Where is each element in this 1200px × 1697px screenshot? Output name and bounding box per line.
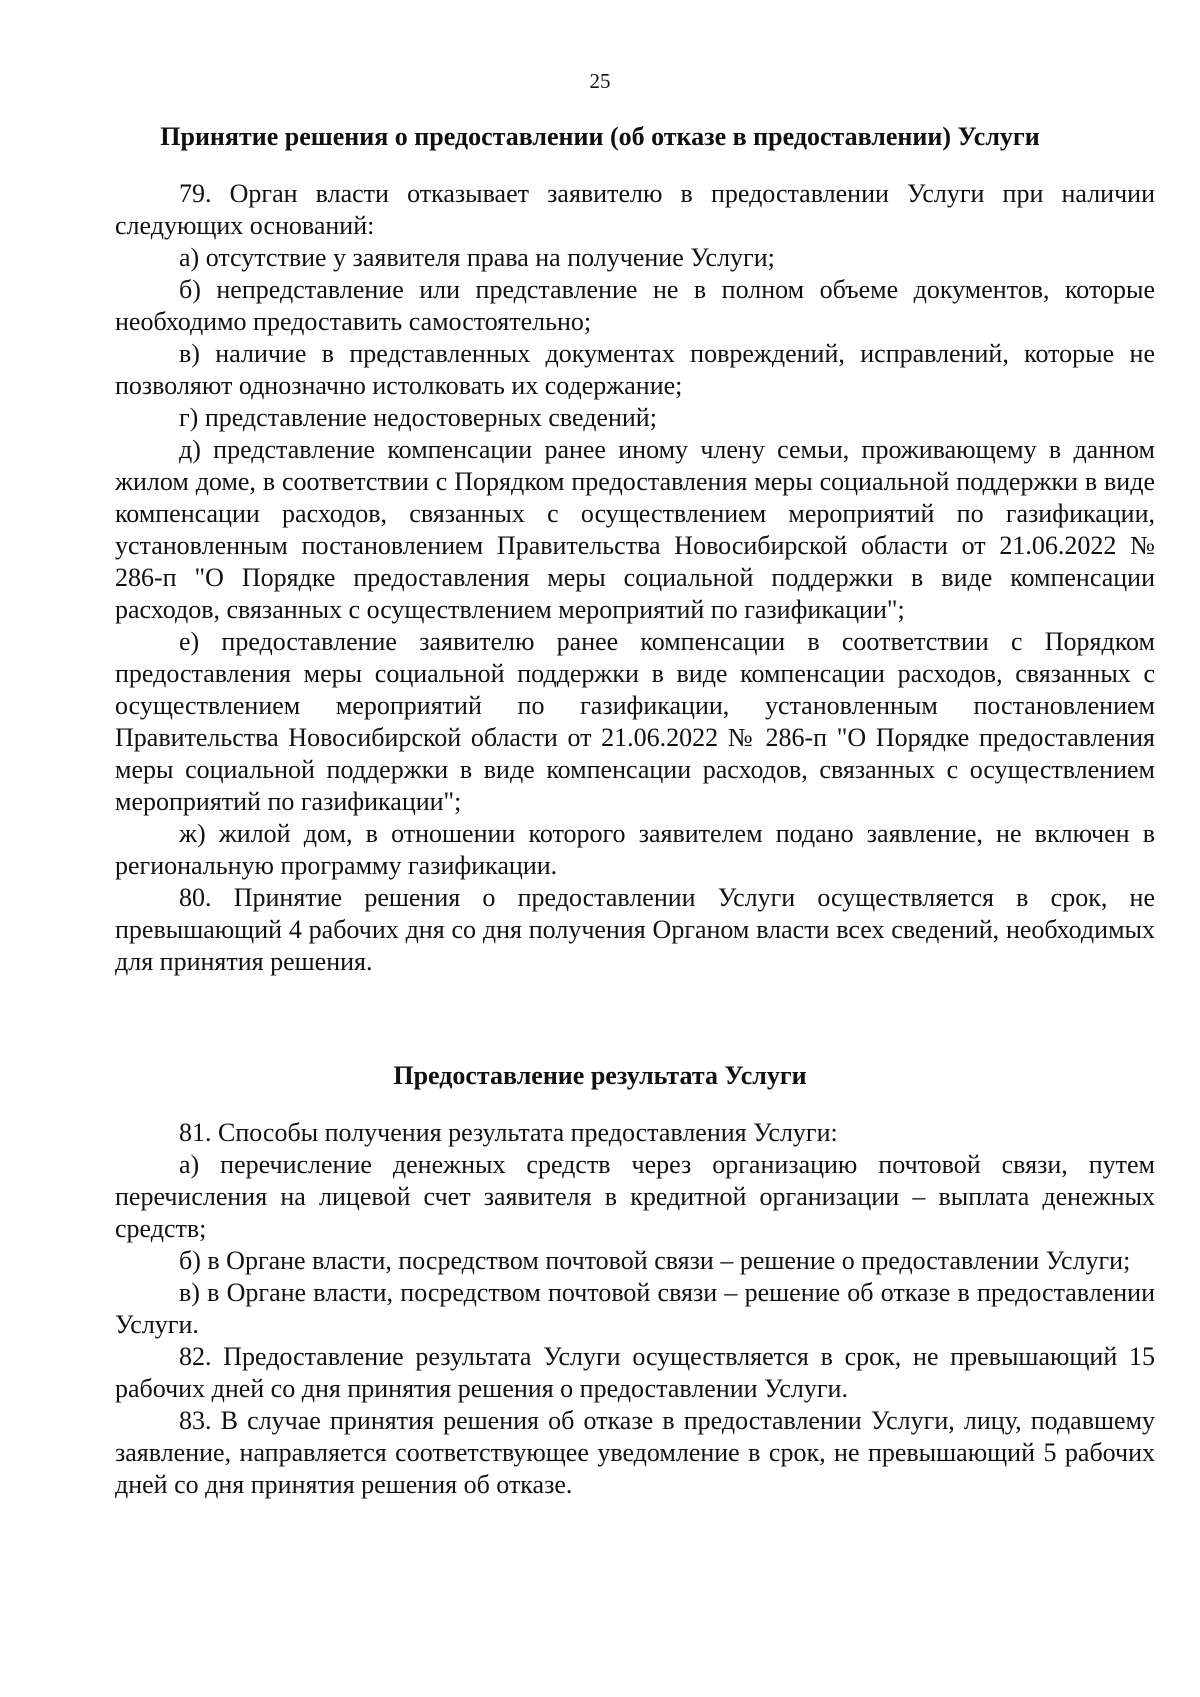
section-heading-result: Предоставление результата Услуги bbox=[393, 1061, 807, 1090]
section-body-result bbox=[115, 1117, 1155, 1501]
paragraph-80: 80. Принятие решения о предоставлении Услуги осуществляется в срок, не превышающий 4 рабочих дня со дня получения Органом власти всех сведений, необходимых для принятия решения. bbox=[115, 883, 1155, 976]
list-item-a: а) перечисление денежных средств через организацию почтовой связи, путем перечисления на лицевой счет заявителя в кредитной организации – выплата денежных средств; bbox=[115, 1150, 1155, 1243]
list-item-b: б) в Органе власти, посредством почтовой связи – решение о предоставлении Услуги; bbox=[179, 1246, 1131, 1275]
paragraph-82: 82. Предоставление результата Услуги осуществляется в срок, не превышающий 15 рабочих дней со дня принятия решения о предоставлении Услуги. bbox=[115, 1342, 1155, 1403]
list-item-g: г) представление недостоверных сведений; bbox=[179, 403, 657, 432]
paragraph-83: 83. В случае принятия решения об отказе в предоставлении Услуги, лицу, подавшему заявление, направляется соответствующее уведомление в срок, не превышающий 5 рабочих дней со дня принятия решения об отказе. bbox=[115, 1406, 1155, 1499]
list-item-v: в) наличие в представленных документах повреждений, исправлений, которые не позволяют однозначно истолковать их содержание; bbox=[115, 339, 1155, 400]
list-item-e: е) предоставление заявителю ранее компенсации в соответствии с Порядком предоставления меры социальной поддержки в виде компенсации расходов, связанных с осуществлением мероприятий по газификации, установленным постановлением Правительства Новосибирской области от 21.06.2022 № 286-п "О Порядке предоставления меры социальной поддержки в виде компенсации расходов, связанных с осуществлением мероприятий по газификации"; bbox=[115, 627, 1155, 816]
paragraph-79: 79. Орган власти отказывает заявителю в предоставлении Услуги при наличии следующих оснований: bbox=[115, 179, 1155, 240]
list-item-d: д) представление компенсации ранее иному члену семьи, проживающему в данном жилом доме, в соответствии с Порядком предоставления меры социальной поддержки в виде компенсации расходов, связанных с осуществлением мероприятий по газификации, установленным постановлением Правительства Новосибирской области от 21.06.2022 № 286-п "О Порядке предоставления меры социальной поддержки в виде компенсации расходов, связанных с осуществлением мероприятий по газификации"; bbox=[115, 435, 1155, 624]
list-item-v: в) в Органе власти, посредством почтовой связи – решение об отказе в предоставлении Услуги. bbox=[115, 1278, 1155, 1339]
page-number: 25 bbox=[589, 69, 611, 93]
section-body-decision bbox=[115, 178, 1155, 978]
list-item-zh: ж) жилой дом, в отношении которого заявителем подано заявление, не включен в региональную программу газификации. bbox=[115, 819, 1155, 880]
paragraph-81: 81. Способы получения результата предоставления Услуги: bbox=[179, 1118, 838, 1147]
list-item-b: б) непредставление или представление не в полном объеме документов, которые необходимо предоставить самостоятельно; bbox=[115, 275, 1155, 336]
section-heading-decision: Принятие решения о предоставлении (об отказе в предоставлении) Услуги bbox=[160, 122, 1040, 151]
list-item-a: а) отсутствие у заявителя права на получение Услуги; bbox=[179, 243, 775, 272]
